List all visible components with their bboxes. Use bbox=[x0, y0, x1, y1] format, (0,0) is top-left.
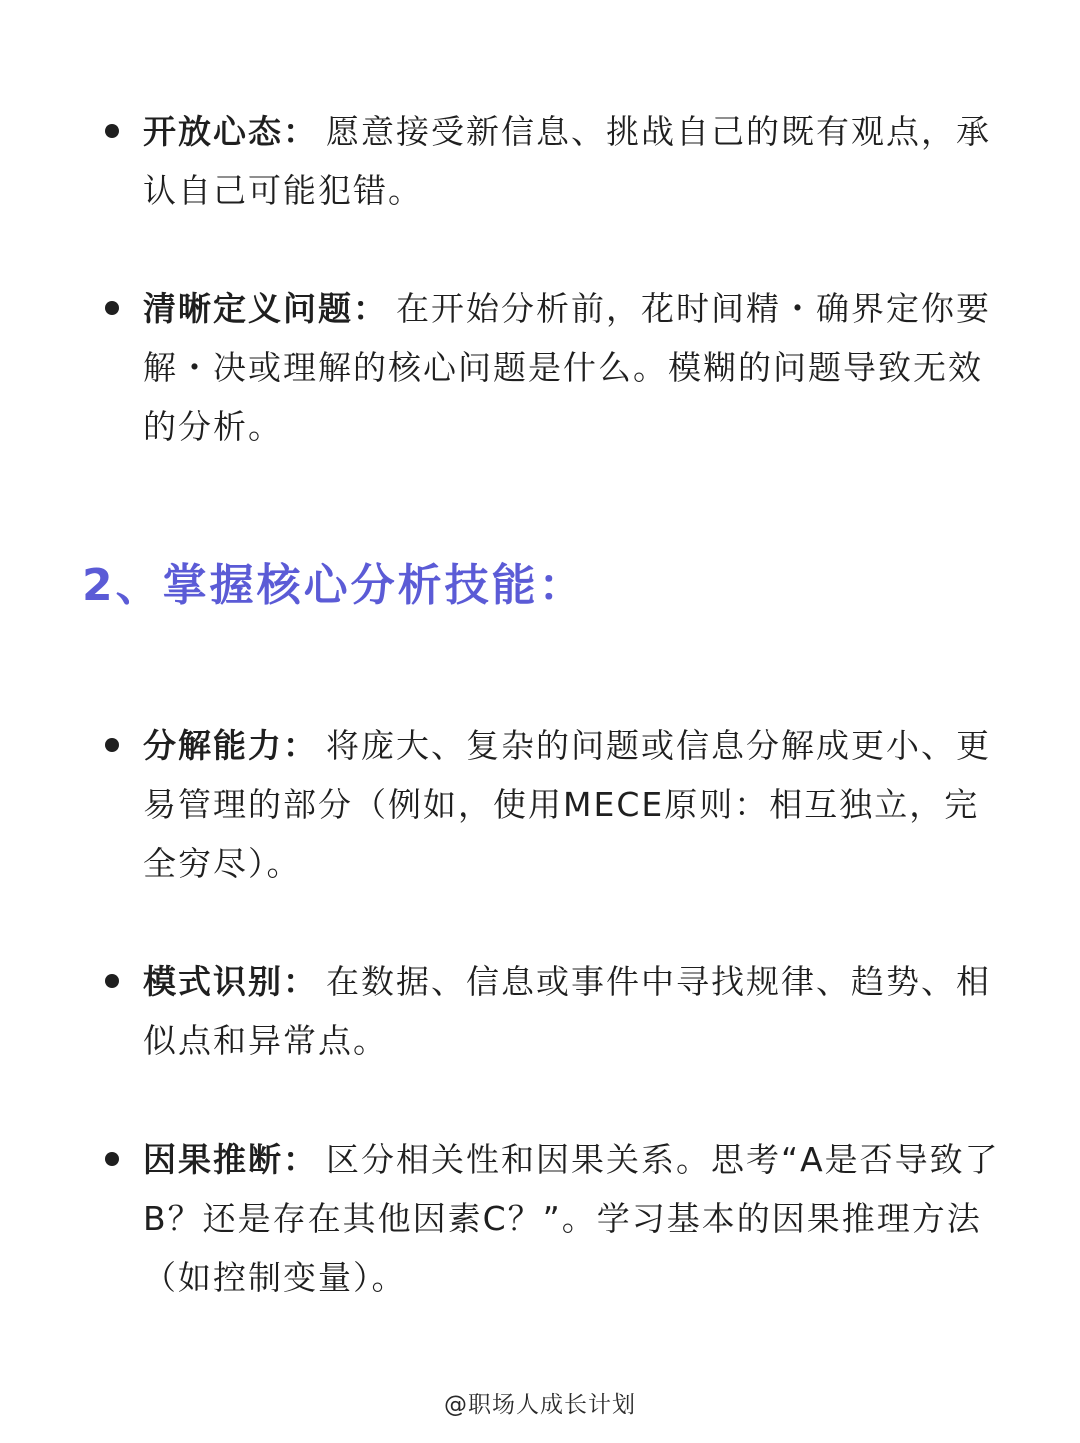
bullet-icon bbox=[105, 738, 119, 752]
list-item-text bbox=[143, 279, 1010, 456]
list-item-term: 模式识别： bbox=[143, 962, 318, 1001]
list-item-body: 在数据、信息或事件中寻找规律、趋势、相似点和异常点。 bbox=[143, 962, 991, 1060]
footer-watermark: @职场人成长计划 bbox=[444, 1392, 636, 1418]
list-item-text bbox=[143, 102, 1010, 220]
list-item-pattern-recognition bbox=[105, 952, 1010, 1070]
section-heading: 2、掌握核心分析技能： bbox=[82, 560, 586, 611]
bullet-icon bbox=[105, 124, 119, 138]
list-item-term: 清晰定义问题： bbox=[143, 289, 388, 328]
list-item-body: 将庞大、复杂的问题或信息分解成更小、更易管理的部分（例如，使用MECE原则：相互独立，完全穷尽）。 bbox=[143, 726, 991, 883]
list-item-text bbox=[143, 716, 1010, 893]
list-item-body: 愿意接受新信息、挑战自己的既有观点，承认自己可能犯错。 bbox=[143, 112, 991, 210]
list-item-term: 分解能力： bbox=[143, 726, 318, 765]
list-item-body: 在开始分析前，花时间精・确界定你要解・决或理解的核心问题是什么。模糊的问题导致无效的分析。 bbox=[143, 289, 991, 446]
list-item-define-problem bbox=[105, 279, 1010, 456]
list-item-decomposition bbox=[105, 716, 1010, 893]
list-item-text bbox=[143, 952, 1010, 1070]
list-item-term: 开放心态： bbox=[143, 112, 318, 151]
list-item-causal-inference bbox=[105, 1130, 1010, 1307]
list-item-open-mindset bbox=[105, 102, 1010, 220]
bullet-icon bbox=[105, 974, 119, 988]
list-item-term: 因果推断： bbox=[143, 1140, 318, 1179]
list-item-text bbox=[143, 1130, 1010, 1307]
bullet-icon bbox=[105, 1152, 119, 1166]
list-item-body: 区分相关性和因果关系。思考“A是否导致了B？还是存在其他因素C？”。学习基本的因果推理方法（如控制变量）。 bbox=[143, 1140, 1000, 1297]
bullet-icon bbox=[105, 301, 119, 315]
